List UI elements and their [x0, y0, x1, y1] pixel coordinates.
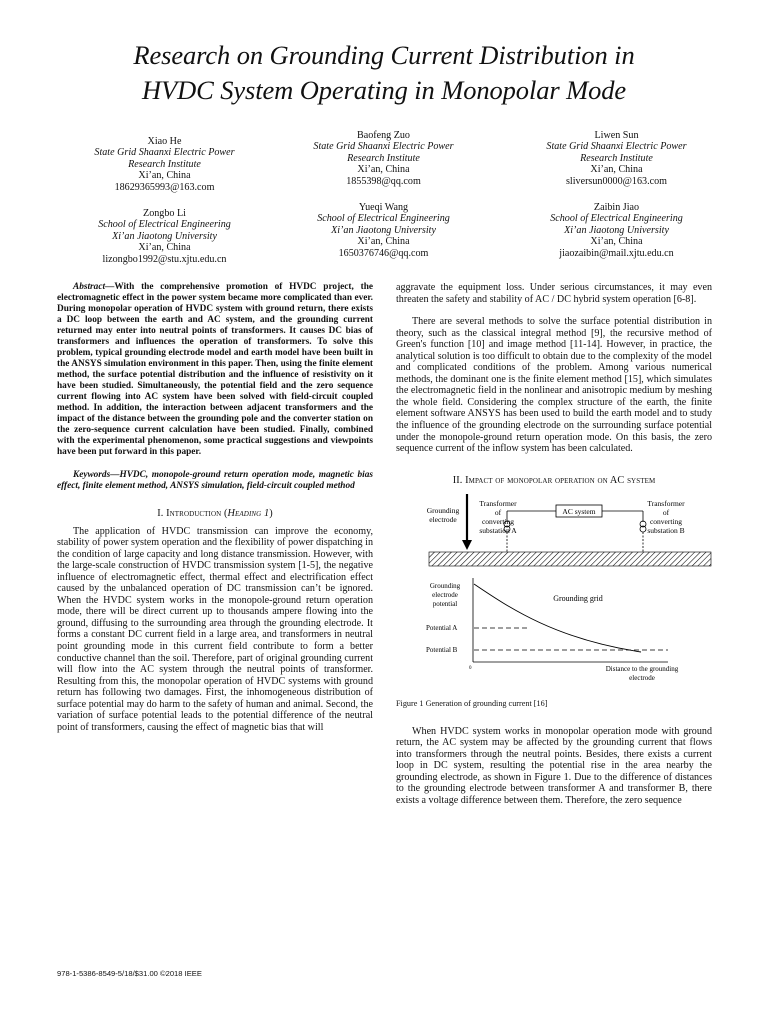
author-email: lizongbo1992@stu.xjtu.edu.cn: [102, 253, 227, 265]
author-affiliation: State Grid Shaanxi Electric Power: [94, 147, 235, 159]
author-block: [276, 130, 491, 187]
author-email: jiaozaibin@mail.xjtu.edu.cn: [559, 247, 674, 259]
label-transformer-b: substation B: [647, 526, 685, 536]
abstract: [57, 282, 373, 458]
figure-discussion-paragraph: When HVDC system works in monopolar operation mode with ground return, the AC system may be affected by the grounding current that flows into transformers through the neutral points. Besides, there exists a current loop in DC system, resulting the potential rise in the area nearby the grounding electrode, as shown in Figure 1. Due to the difference of distances to the grounding electrode between transformer A and transformer B, there exists a voltage difference between them. Therefore, the zero sequence: [396, 725, 712, 807]
label-potential-b: Potential B: [426, 646, 458, 655]
label-transformer-b: converting: [649, 517, 683, 527]
label-transformer-a: substation A: [479, 526, 517, 536]
author-city: Xi’an, China: [590, 236, 643, 248]
paper-title: [40, 38, 728, 108]
author-name: Zongbo Li: [143, 208, 186, 219]
label-transformer-b: Transformer: [647, 499, 685, 509]
label-transformer-a: converting: [481, 517, 515, 527]
author-email: 1855398@qq.com: [346, 175, 421, 187]
y-axis-label: potential: [432, 600, 458, 609]
y-axis-label: Grounding: [429, 582, 461, 591]
label-grounding: Grounding: [426, 506, 460, 516]
author-block: [57, 136, 272, 193]
section-heading-introduction: I. Introduction (Heading 1): [157, 508, 273, 519]
title-line-2: HVDC System Operating in Monopolar Mode: [141, 75, 627, 105]
author-email: 18629365993@163.com: [114, 181, 215, 193]
author-block: [57, 208, 272, 265]
x-axis-label: electrode: [629, 674, 655, 683]
introduction-paragraph: The application of HVDC transmission can improve the economy, stability of power system operation and the flexibility of power dispatching in the condition of large capacity and long distance transmission. However, with the large-scale construction of HVDC transmission system [1-5], the negative influence of electromagnetic effect, thermal effect and electrification effect caused by the unbalanced operation of DC transmission can’t be ignored. When the HVDC system works in the monopole-ground return operation mode, there will be direct current up to thousands ampere flowing into the ground, diffusing to the surrounding area through the grounding electrode. It forms a constant DC current field in a large area, and transformers in neutral point grounding mode in this current field contribute to form a better conductive channel than the soil. Therefore, part of original grounding current will flow into the AC system through the neutral points of transformer. Resulting from this, the monopolar operation of HVDC systems with ground return has following two damages. First, the inhomogeneous distribution of surface potential may do harm to the safety of human and animal. Second, the variation of surface potential leads to the potential difference of the neutral point of transformers, causing the effect of magnetic bias that will: [57, 525, 373, 733]
author-city: Xi’an, China: [357, 236, 410, 248]
copyright-footer: 978-1-5386-8549-5/18/$31.00 ©2018 IEEE: [57, 969, 202, 978]
author-city: Xi’an, China: [138, 170, 191, 182]
label-transformer-b: of: [662, 508, 670, 518]
author-email: 1650376746@qq.com: [338, 247, 429, 259]
right-column: [396, 282, 712, 807]
author-affiliation: Xi’an Jiaotong University: [331, 224, 436, 236]
author-affiliation: Xi’an Jiaotong University: [112, 230, 217, 242]
author-affiliation: State Grid Shaanxi Electric Power: [546, 141, 687, 153]
label-electrode: electrode: [429, 515, 457, 525]
author-name: Liwen Sun: [594, 130, 639, 141]
label-transformer-a: of: [494, 508, 502, 518]
paragraph-continued: aggravate the equipment loss. Under serious circumstances, it may even threaten the safety and stability of AC / DC hybrid system operation [6-8].: [396, 282, 712, 305]
author-email: sliversun0000@163.com: [566, 175, 667, 187]
abstract-dash: —: [105, 282, 115, 292]
author-name: Yueqi Wang: [358, 202, 409, 213]
label-potential-a: Potential A: [426, 624, 458, 633]
author-block: [276, 202, 491, 259]
keywords: [57, 470, 373, 492]
author-name: Zaibin Jiao: [593, 202, 640, 213]
arrow-head-icon: [462, 540, 472, 550]
ac-system-label: AC system: [562, 507, 596, 517]
author-city: Xi’an, China: [138, 242, 191, 254]
label-transformer-a: Transformer: [479, 499, 517, 509]
methods-paragraph: There are several methods to solve the surface potential distribution in theory, such as the classical integral method [9], the recursive method of Green's function [10] and image method [11-14]. However, in practice, the analytical solution is too difficult to obtain due to the complexity of the model and complicated conditions of the problem. Among various numerical methods, the dominant one is the finite element method [15], which simulates the electromagnetic field in the nonlinear and anisotropic medium by meshing the whole field. Considering the complex structure of the earth, the finite element software ANSYS has been used to build the earth model and to study the influence of the grounding electrode on the surrounding surface potential under the monopole-ground return operation mode. On this basis, the zero sequence current of the inflow system has been calculated.: [396, 316, 712, 455]
y-axis-label: electrode: [432, 591, 458, 600]
author-city: Xi’an, China: [357, 164, 410, 176]
figure-1-caption: Figure 1 Generation of grounding current [16]: [396, 699, 548, 709]
author-affiliation: Research Institute: [128, 158, 201, 170]
figure-1-diagram: [396, 494, 712, 692]
author-block: [509, 130, 724, 187]
x-axis-label: Distance to the grounding: [605, 665, 679, 674]
left-column: [57, 282, 373, 733]
author-name: Xiao He: [147, 136, 182, 147]
author-affiliation: Research Institute: [347, 152, 420, 164]
abstract-label: Abstract: [73, 282, 106, 292]
section-heading-impact: II. Impact of monopolar operation on AC system: [452, 474, 656, 486]
author-name: Baofeng Zuo: [357, 130, 410, 141]
author-affiliation: School of Electrical Engineering: [550, 213, 683, 225]
title-line-1: Research on Grounding Current Distribution in: [133, 40, 635, 70]
keywords-text: HVDC, monopole-ground return operation mode, magnetic bias effect, finite element method, ANSYS simulation, field-circuit coupled method: [57, 470, 373, 491]
author-city: Xi’an, China: [590, 164, 643, 176]
ground-layer: [429, 552, 711, 566]
author-affiliation: State Grid Shaanxi Electric Power: [313, 141, 454, 153]
keywords-label: Keywords—: [73, 470, 120, 480]
author-affiliation: School of Electrical Engineering: [98, 219, 231, 231]
author-affiliation: School of Electrical Engineering: [317, 213, 450, 225]
axis-origin: 0: [469, 666, 472, 672]
author-affiliation: Xi’an Jiaotong University: [564, 224, 669, 236]
author-affiliation: Research Institute: [580, 152, 653, 164]
abstract-text: With the comprehensive promotion of HVDC project, the electromagnetic effect in the power system became more complicated than ever. During monopolar operation of HVDC system with ground return, there exists a DC loop between the earth and AC system, and the grounding current returned may enter into neutral points of transformers. It causes DC bias of transformers and influences the operation of transformers. To solve this problem, typical grounding electrode model and earth model have been built in the ANSYS simulation environment in this paper. Then, using the finite element method, the surface potential distribution and the influence of resistivity on it have been studied. Simultaneously, the potential field and the zero sequence current flowing into AC system have been solved with field-circuit coupled method. In addition, the interaction between adjacent transformers and the impact of the distance between the grounding pole and the converter station on the zero-sequence current calculation have been studied. Finally, combined with the experimental phenomenon, some practical suggestions and viewpoints have been put forward in this paper.: [57, 282, 373, 457]
label-grounding-grid: Grounding grid: [553, 594, 603, 604]
author-block: [509, 202, 724, 259]
